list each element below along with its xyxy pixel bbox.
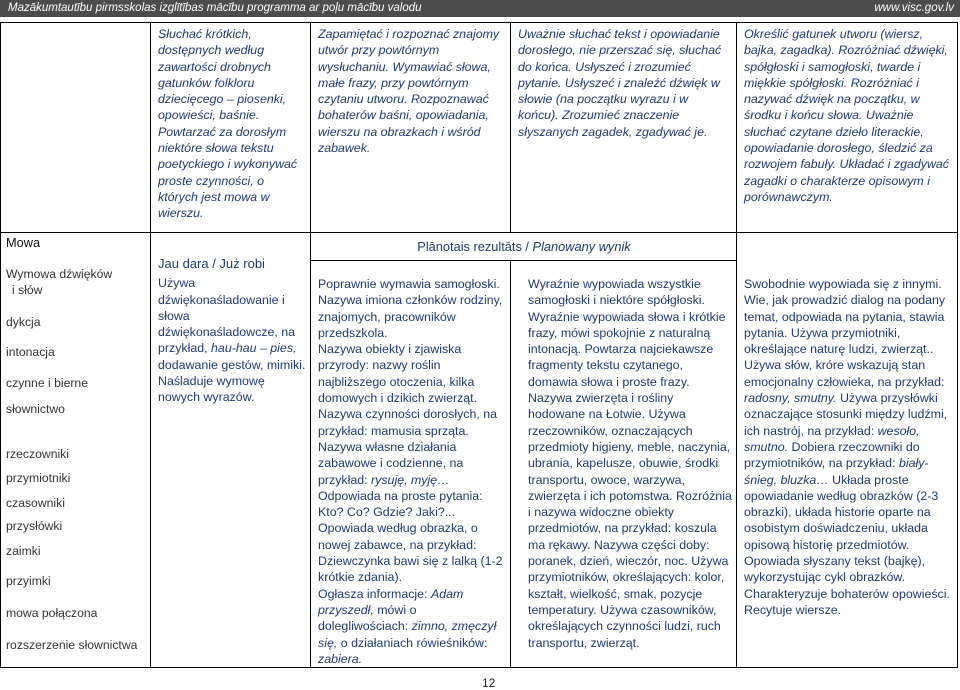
curriculum-table <box>0 22 958 667</box>
col3-line: Nazywa imiona członków rodziny, znajomych, pracowników przedszkola. <box>318 293 503 340</box>
col3-example: zabiera. <box>318 651 363 666</box>
col5-text: Swobodnie wypowiada się z innymi. Wie, jak prowadzić dialog na podany temat, odpowiada na pytania, stawia pytania. Używa przymiotniki, określające naturę ludzi, zwierząt.. Używa słów, króre wskazują stan emocjonalny człowieka, na przykład: <box>744 277 946 389</box>
list-item: Wymowa dźwięków <box>6 267 113 281</box>
col3-example: Adam przyszedł, <box>318 586 464 617</box>
planned-result-latvian: Plānotais rezultāts / <box>417 239 533 254</box>
col5-text: Układa proste opowiadanie według obrazków (2-3 obrazki), układa historie oparte na osobistym doświadczeniu, układa opisową historię przedmiotów. Opowiada słyszany tekst (bajkę), wykorzystując cykl obrazków. Charakteryzuje bohaterów opowieści. Recytuje wiersze. <box>744 472 950 617</box>
col2-objectives: Słuchać krótkich, dostępnych według zawartości drobnych gatunków folkloru dziecięcego – piosenki, opowieści, baśnie. Powtarzać za dorosłym niektóre słowa tekstu poetyckiego i wykonywać proste czynności, o których jest mowa w wierszu. <box>158 27 298 221</box>
list-item: przyimki <box>6 574 51 588</box>
col5-achievements <box>744 276 952 618</box>
col2-achievements <box>158 256 306 406</box>
col3-line: Poprawnie wymawia samogłoski. <box>318 277 500 291</box>
header-program-title: Mazākumtautību pirmsskolas izglītības mācību programma ar poļu mācību valodu <box>8 2 422 14</box>
col2-text-a: Używa dźwiękonaśladowanie i słowa dźwiękonaśladowcze, na przykład, <box>158 276 296 356</box>
list-item: rzeczowniki <box>6 447 69 461</box>
list-item: czynne i bierne <box>6 376 88 390</box>
document-header <box>0 0 960 17</box>
col3-example: zimno, zmęczył się, <box>318 619 497 650</box>
col2-text-example: hau-hau – pies, <box>211 341 297 356</box>
list-item: i słów <box>12 283 43 297</box>
col3-line: Odpowiada na proste pytania: Kto? Co? Gdzie? Jaki?... <box>318 488 483 520</box>
list-item: słownictwo <box>6 402 65 416</box>
col3-line: Opowiada według obrazka, o nowej zabawce, na przykład: Dziewczynka bawi się z lalką (1-2 krótkie zdania). <box>318 521 503 585</box>
col3-line: Nazywa obiekty i zjawiska przyrody: nazwy roślin najbliższego otoczenia, kilka domowych i dzikich zwierząt. <box>318 342 478 406</box>
list-item: czasowniki <box>6 496 65 510</box>
planned-result-heading <box>314 239 734 254</box>
list-item: intonacja <box>6 345 55 359</box>
list-item: mowa połączona <box>6 606 98 620</box>
col5-example: wesoło, smutno. <box>744 423 920 454</box>
page-number: 12 <box>482 676 496 690</box>
header-website: www.visc.gov.lv <box>874 2 954 14</box>
list-item: dykcja <box>6 315 41 329</box>
list-item: zaimki <box>6 544 41 558</box>
col3-line: o działaniach rówieśników: <box>337 635 488 650</box>
col2-text-b: dodawanie gestów, mimiki. Naśladuje wymowę nowych wyrazów. <box>158 357 306 405</box>
list-item: rozszerzenie słownictwa <box>6 638 138 652</box>
col4-achievements: Wyraźnie wypowiada wszystkie samogłoski i niektóre spółgłoski. Wyraźnie wypowiada słowa i krótkie frazy, mówi spokojnie z naturalną intonacją. Powtarza najciekawsze fragmenty tekstu czytanego, domawia słowa i proste frazy. Nazywa zwierzęta i rośliny hodowane na Łotwie. Używa rzeczowników, oznaczających przedmioty higieny, meble, naczynia, ubrania, kapelusze, obuwie, środki transportu, owoce, warzywa, zwierzęta i ich potomstwa. Rozróżnia i nazywa widoczne obiekty przedmiotów, na przykład: koszula ma rękawy. Nazywa części doby: poranek, dzień, wieczór, noc. Używa przymiotników, określających: kolor, kształt, wielkość, smak, pozycje temperatury. Używa czasowników, określających czynności ludzi, ruch transportu, zwierząt. <box>528 277 732 650</box>
list-item: przysłówki <box>6 519 63 533</box>
col3-example: rysuję, myję… <box>371 472 450 487</box>
already-does-heading: Jau dara / Już robi <box>158 256 265 271</box>
col5-text: Dobiera rzeczowniki do przymiotników, na przykład: <box>744 439 920 471</box>
col5-example: biały-śnieg, bluzka… <box>744 456 929 487</box>
col3-objectives: Zapamiętać i rozpoznać znajomy utwór przy powtórnym wysłuchaniu. Wymawiać słowa, małe frazy, przy powtórnym czytaniu utworu. Rozpoznawać bohaterów baśni, opowiadania, wierszu na obrazkach i wśród zabawek. <box>318 27 500 156</box>
mowa-heading: Mowa <box>6 235 41 250</box>
col3-achievements <box>318 276 506 667</box>
col5-example: radosny, smutny. <box>744 391 837 406</box>
col5-objectives: Określić gatunek utworu (wiersz, bajka, zagadka). Rozróżniać dźwięki, spółgłoski i samogłoski, twarde i miękkie spółgłoski. Rozróżniać i nazywać dźwięk na początku, w środku i końcu słowa. Uważnie słuchać czytane dzieło literackie, opowiadanie dorosłego, śledzić za rozwojem fabuły. Układać i zgadywać zagadki o charakterze opisowym i porównawczym. <box>744 27 949 204</box>
col4-objectives: Uważnie słuchać tekst i opowiadanie dorosłego, nie przerszać się, słuchać do końca. Usłyszeć i zrozumieć pytanie. Usłyszeć i znaleźć dźwięk w słowie (na początku wyrazu i w końcu). Zrozumieć znaczenie słyszanych zagadek, zgadywać je. <box>518 27 722 139</box>
list-item: przymiotniki <box>6 471 71 485</box>
col5-text: Używa przysłówki oznaczające stosunki między ludźmi, ich nastrój, na przykład: <box>744 391 948 438</box>
planned-result-polish: Planowany wynik <box>532 239 631 254</box>
col3-line: Nazywa czynności dorosłych, na przykład: mamusia sprząta. Nazywa własne działania zabawowe i codzienne, na przykład: <box>318 407 498 487</box>
col3-line: Ogłasza informacje: <box>318 586 431 601</box>
col3-line: mówi o dolegliwościach: <box>318 602 417 634</box>
